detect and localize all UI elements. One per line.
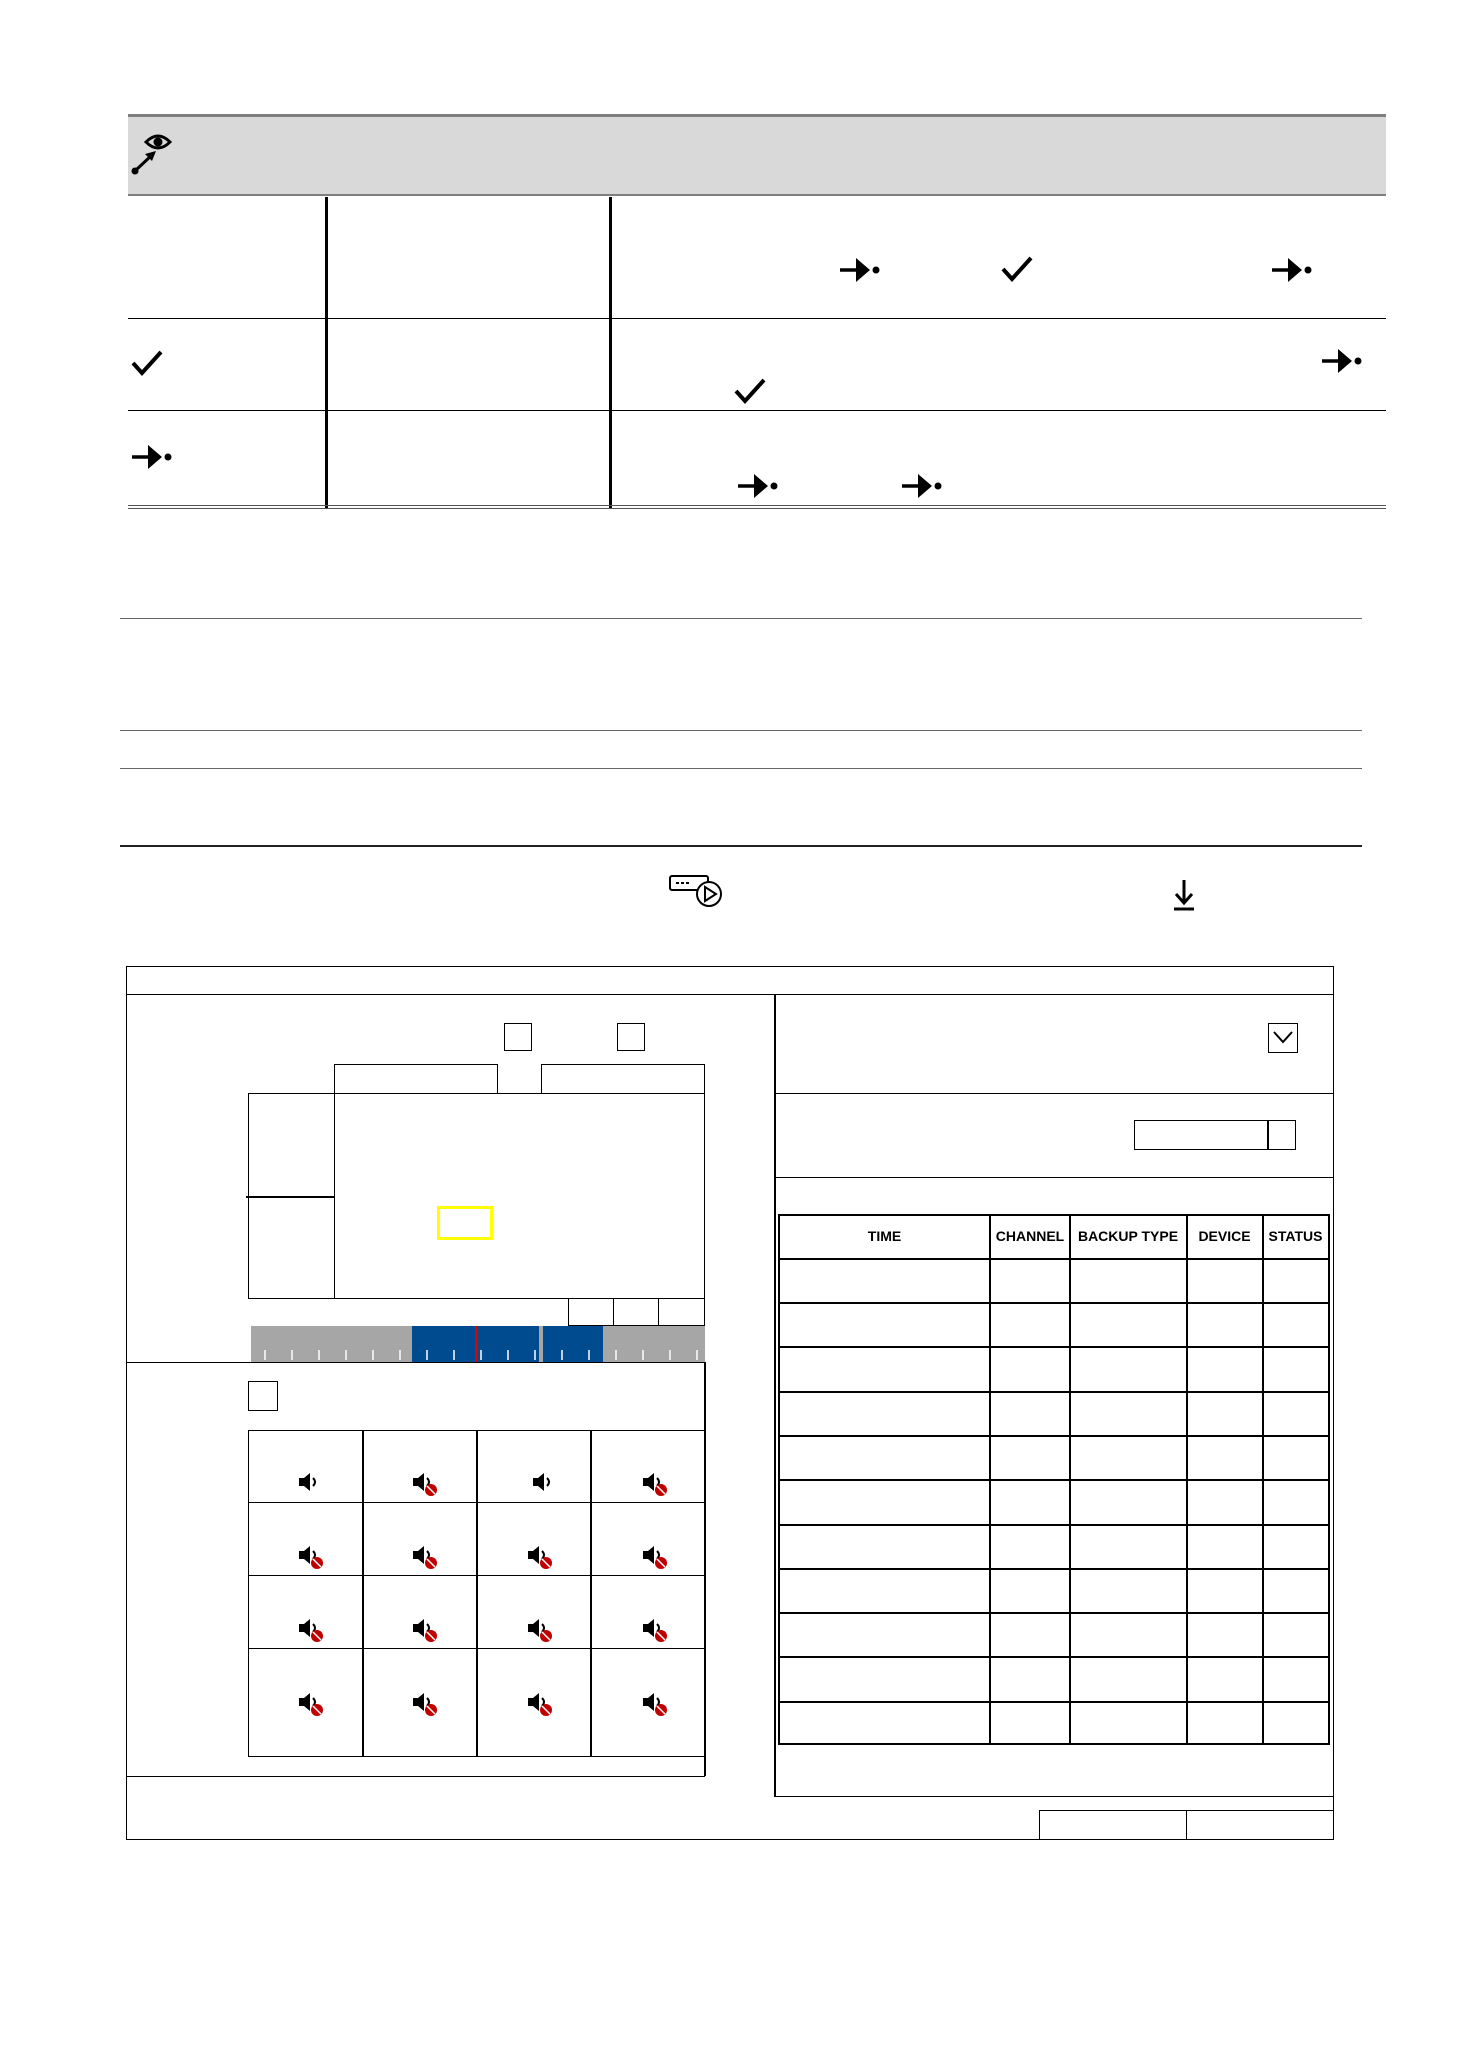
- pane-divider: [774, 994, 776, 1796]
- audio-select-all-checkbox[interactable]: [248, 1381, 278, 1411]
- section-rule: [120, 845, 1362, 847]
- right-pane-rule: [774, 1093, 1334, 1094]
- dropdown-chevron-icon: [1272, 1029, 1294, 1045]
- speaker-muted-icon[interactable]: [640, 1470, 670, 1498]
- right-pane-rule: [774, 1177, 1334, 1178]
- column-header-status: STATUS: [1268, 1228, 1323, 1244]
- table-row[interactable]: [778, 1302, 1330, 1304]
- table-bottom-rule: [128, 505, 1386, 509]
- speaker-muted-icon[interactable]: [525, 1690, 555, 1718]
- option-checkbox[interactable]: [504, 1023, 532, 1051]
- start-time-field[interactable]: [334, 1064, 498, 1094]
- table-row-divider: [128, 318, 1386, 319]
- download-arrow-icon: [1172, 878, 1196, 912]
- column-header-channel: CHANNEL: [995, 1228, 1065, 1244]
- speaker-muted-icon[interactable]: [640, 1543, 670, 1571]
- info-table-header-band: [128, 114, 1386, 196]
- left-pane-section-rule: [126, 1362, 705, 1363]
- table-row[interactable]: [778, 1568, 1330, 1570]
- arrow-dot-icon: [1270, 256, 1314, 284]
- footer-button[interactable]: [1186, 1810, 1334, 1840]
- speaker-muted-icon[interactable]: [410, 1470, 440, 1498]
- footer-rule: [774, 1796, 1334, 1797]
- speaker-muted-icon[interactable]: [296, 1616, 326, 1644]
- zoom-button[interactable]: [568, 1298, 614, 1326]
- speaker-on-icon[interactable]: [530, 1470, 558, 1494]
- timeline-bar[interactable]: [251, 1326, 705, 1362]
- arrow-dot-icon: [130, 443, 174, 471]
- audio-grid-hline: [248, 1502, 705, 1503]
- section-rule: [120, 618, 1362, 619]
- table-column-divider: [609, 197, 612, 509]
- speaker-muted-icon[interactable]: [640, 1690, 670, 1718]
- table-row[interactable]: [778, 1258, 1330, 1260]
- speaker-muted-icon[interactable]: [525, 1616, 555, 1644]
- zoom-button[interactable]: [613, 1298, 659, 1326]
- table-row[interactable]: [778, 1346, 1330, 1348]
- column-header-time: TIME: [867, 1228, 902, 1244]
- table-row[interactable]: [778, 1435, 1330, 1437]
- speaker-muted-icon[interactable]: [296, 1543, 326, 1571]
- capacity-field[interactable]: [1134, 1120, 1296, 1150]
- table-row-divider: [128, 410, 1386, 411]
- speaker-muted-icon[interactable]: [410, 1690, 440, 1718]
- table-column-divider: [325, 197, 328, 509]
- checkmark-icon: [130, 348, 164, 378]
- speaker-on-icon[interactable]: [296, 1470, 324, 1494]
- arrow-dot-icon: [736, 472, 780, 500]
- section-rule: [120, 768, 1362, 769]
- speaker-muted-icon[interactable]: [296, 1690, 326, 1718]
- video-preview-area: [334, 1093, 705, 1299]
- selection-highlight: [437, 1206, 493, 1240]
- arrow-dot-icon: [838, 256, 882, 284]
- table-row[interactable]: [778, 1612, 1330, 1614]
- checkmark-icon: [733, 376, 767, 406]
- table-row[interactable]: [778, 1524, 1330, 1526]
- checkmark-icon: [1000, 254, 1034, 284]
- zoom-button[interactable]: [658, 1298, 705, 1326]
- audio-grid-vline: [362, 1430, 364, 1757]
- table-row[interactable]: [778, 1701, 1330, 1703]
- table-row[interactable]: [778, 1391, 1330, 1393]
- speaker-muted-icon[interactable]: [410, 1543, 440, 1571]
- speaker-muted-icon[interactable]: [640, 1616, 670, 1644]
- arrow-dot-icon: [1320, 347, 1364, 375]
- window-title-bar-rule: [126, 994, 1334, 995]
- table-row[interactable]: [778, 1479, 1330, 1481]
- table-row[interactable]: [778, 1656, 1330, 1658]
- eye-tag-icon: [130, 128, 186, 176]
- channel-list-divider: [246, 1196, 335, 1198]
- arrow-dot-icon: [900, 472, 944, 500]
- column-header-device: DEVICE: [1198, 1228, 1251, 1244]
- footer-button[interactable]: [1039, 1810, 1187, 1840]
- playback-device-icon: [668, 870, 728, 910]
- capacity-field-divider: [1267, 1120, 1269, 1150]
- option-checkbox[interactable]: [617, 1023, 645, 1051]
- section-rule: [120, 730, 1362, 731]
- audio-grid-vline: [476, 1430, 478, 1757]
- audio-grid-hline: [248, 1648, 705, 1649]
- speaker-muted-icon[interactable]: [525, 1543, 555, 1571]
- end-time-field[interactable]: [541, 1064, 705, 1094]
- column-header-backup-type: BACKUP TYPE: [1077, 1228, 1179, 1244]
- speaker-muted-icon[interactable]: [410, 1616, 440, 1644]
- left-pane-bottom-rule: [126, 1776, 705, 1777]
- audio-grid-hline: [248, 1575, 705, 1576]
- audio-grid-vline: [590, 1430, 592, 1757]
